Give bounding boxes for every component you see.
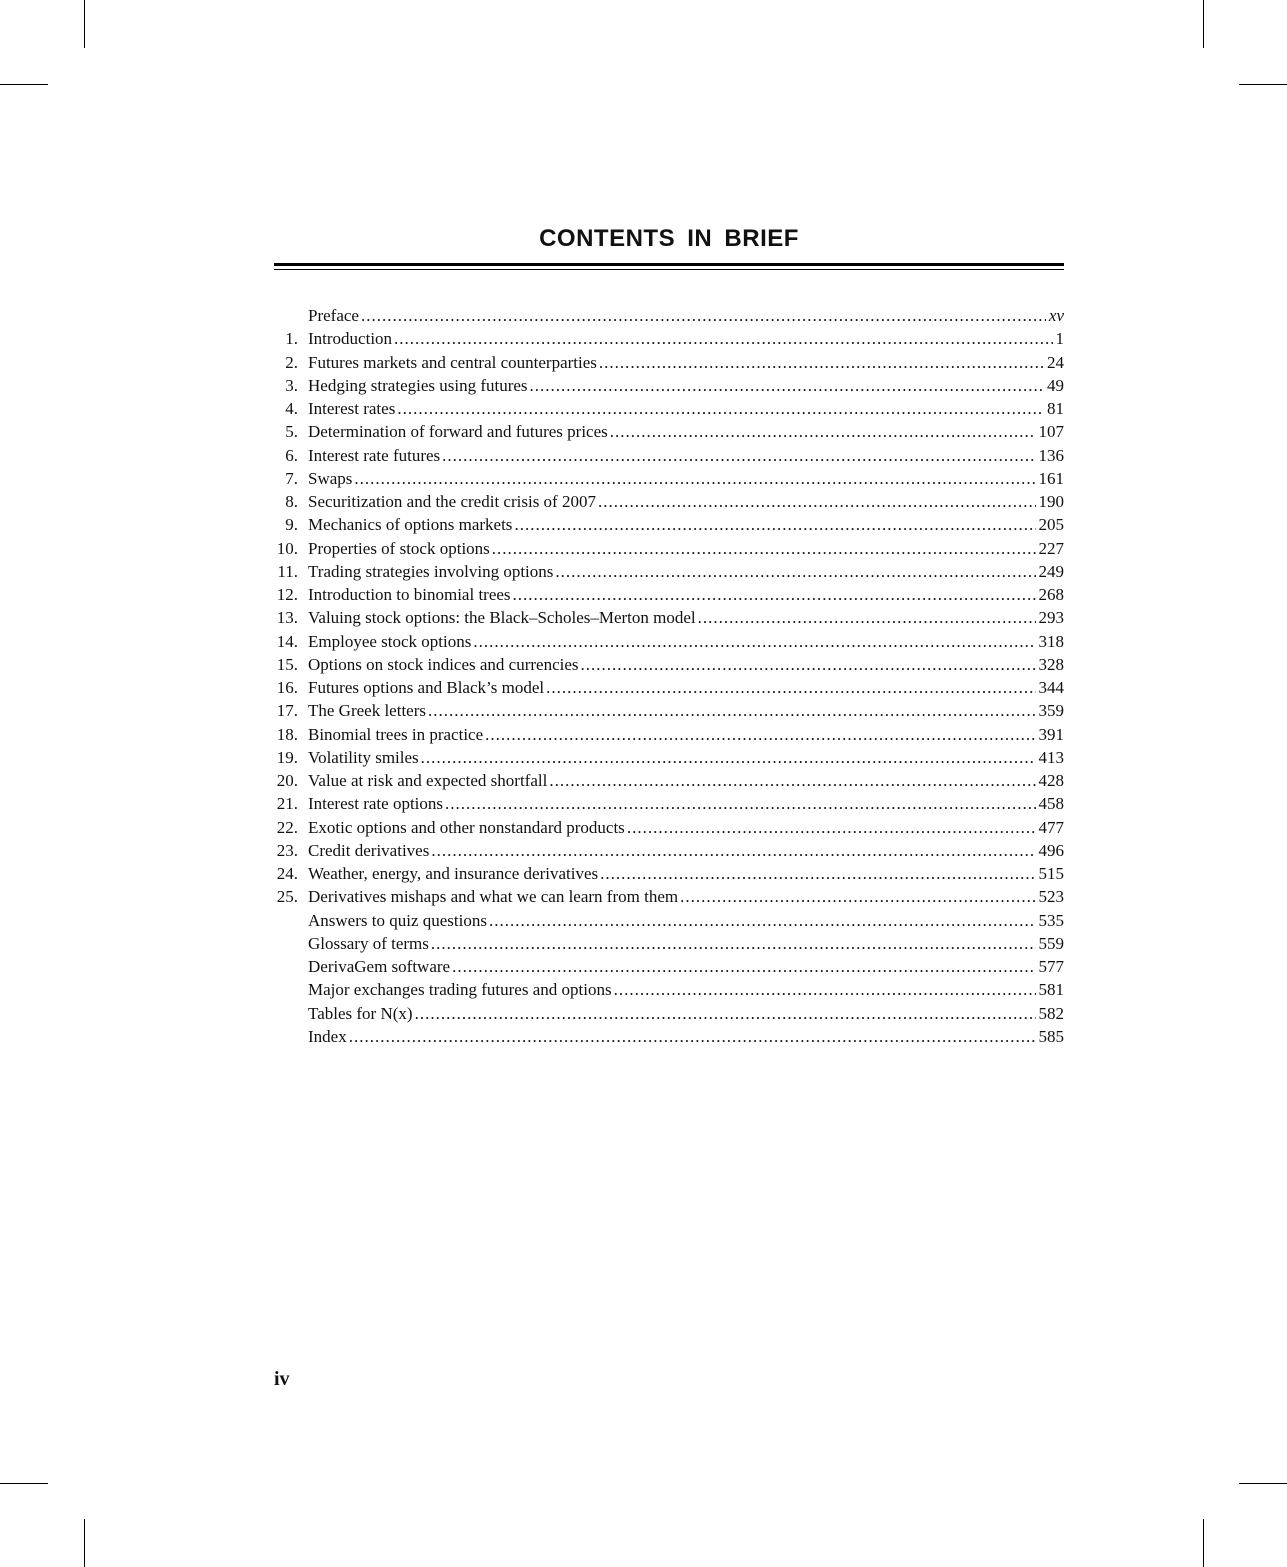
- toc-entry: [274, 1002, 1064, 1025]
- toc-entry: [274, 304, 1064, 327]
- toc-dot-leader: [530, 374, 1044, 397]
- crop-mark-bottom-right: [1203, 1519, 1204, 1567]
- toc-entry-title: DerivaGem software: [308, 957, 451, 976]
- toc-entry-page: 477: [1038, 817, 1064, 837]
- toc-entry-page: 136: [1038, 445, 1064, 465]
- toc-entry: [274, 885, 1064, 908]
- toc-entry-title: Options on stock indices and currencies: [308, 654, 579, 674]
- crop-mark-bottom-left: [84, 1519, 85, 1567]
- toc-entry-page: 249: [1038, 561, 1064, 581]
- toc-entry-number: 10.: [276, 538, 298, 558]
- toc-entry-page: 413: [1038, 747, 1064, 767]
- toc-dot-leader: [513, 583, 1036, 606]
- toc-dot-leader: [397, 397, 1044, 420]
- toc-entry-number: 23.: [276, 840, 298, 860]
- toc-dot-leader: [514, 513, 1035, 536]
- toc-entry-number: 22.: [276, 817, 298, 837]
- toc-entry: [274, 397, 1064, 420]
- toc-entry-title: Trading strategies involving options: [308, 561, 554, 581]
- toc-entry-title: The Greek letters: [308, 701, 426, 721]
- toc-entry-title: Major exchanges trading futures and options: [308, 980, 612, 1000]
- toc-entry-number: 11.: [277, 561, 298, 581]
- toc-entry-number: 14.: [276, 631, 298, 651]
- crop-mark-bottom-right-h: [1239, 1483, 1287, 1484]
- toc-entry: [274, 723, 1064, 746]
- toc-dot-leader: [581, 653, 1036, 676]
- toc-entry-title: Derivatives mishaps and what we can learn from them: [308, 887, 679, 907]
- toc-entry-number: 3.: [285, 375, 298, 395]
- toc-entry-title: Securitization and the credit crisis of 2007: [308, 492, 596, 511]
- toc-dot-leader: [415, 1002, 1036, 1025]
- toc-entry-number: 12.: [276, 585, 298, 604]
- crop-mark-bottom-left-h: [0, 1483, 48, 1484]
- toc-dot-leader: [428, 699, 1036, 722]
- toc-entry-title: Interest rate options: [308, 794, 444, 814]
- toc-entry: [274, 769, 1064, 792]
- title-rule-thin: [274, 269, 1064, 270]
- toc-entry-number: 7.: [285, 468, 298, 488]
- toc-entry-number: 5.: [285, 422, 298, 442]
- toc-dot-leader: [361, 304, 1046, 327]
- toc-entry-page: 535: [1038, 910, 1064, 930]
- toc-dot-leader: [421, 746, 1036, 769]
- crop-mark-top-left: [84, 0, 85, 48]
- toc-entry-number: 15.: [276, 654, 298, 674]
- toc-entry-number: 16.: [276, 678, 298, 697]
- toc-entry-title: Volatility smiles: [308, 747, 419, 767]
- toc-entry-page: 328: [1038, 654, 1064, 674]
- toc-dot-leader: [614, 978, 1036, 1001]
- toc-entry-title: Introduction: [308, 329, 393, 349]
- toc-entry-page: 523: [1038, 887, 1064, 907]
- toc-entry-title: Valuing stock options: the Black–Scholes–Merton model: [308, 608, 696, 628]
- toc-entry: [274, 420, 1064, 443]
- toc-entry-title: Determination of forward and futures prices: [308, 422, 608, 442]
- toc-entry-number: 17.: [276, 701, 298, 721]
- crop-mark-top-right: [1203, 0, 1204, 48]
- toc-entry-number: 9.: [285, 515, 298, 535]
- table-of-contents: [274, 304, 1064, 1048]
- toc-entry-title: Futures markets and central counterparties: [308, 352, 597, 372]
- toc-entry-number: 18.: [276, 724, 298, 744]
- toc-entry-title: Interest rate futures: [308, 445, 441, 465]
- toc-entry-page: 81: [1047, 399, 1064, 418]
- toc-dot-leader: [549, 769, 1035, 792]
- title-rule-thick: [274, 263, 1064, 266]
- toc-entry-page: 107: [1038, 422, 1064, 442]
- toc-entry-title: Mechanics of options markets: [308, 515, 513, 535]
- toc-entry-title: Exotic options and other nonstandard products: [308, 817, 625, 837]
- toc-entry-number: 24.: [276, 864, 298, 883]
- toc-entry-title: Index: [308, 1026, 347, 1046]
- toc-entry-number: 2.: [285, 352, 298, 372]
- toc-entry: [274, 816, 1064, 839]
- toc-dot-leader: [610, 420, 1036, 443]
- toc-entry-title: Employee stock options: [308, 631, 472, 651]
- toc-entry-page: 268: [1038, 585, 1064, 604]
- crop-mark-top-right-h: [1239, 84, 1287, 85]
- toc-entry: [274, 676, 1064, 699]
- toc-dot-leader: [600, 862, 1035, 885]
- toc-entry: [274, 653, 1064, 676]
- toc-entry-page: 344: [1038, 678, 1064, 697]
- toc-entry-page: xv: [1048, 306, 1064, 325]
- toc-entry: [274, 746, 1064, 769]
- toc-entry-number: 8.: [285, 492, 298, 511]
- toc-entry: [274, 490, 1064, 513]
- toc-entry: [274, 862, 1064, 885]
- toc-entry-page: 205: [1038, 515, 1064, 535]
- toc-dot-leader: [546, 676, 1035, 699]
- toc-entry-page: 585: [1038, 1026, 1064, 1046]
- toc-entry-page: 190: [1038, 492, 1064, 511]
- toc-entry-page: 515: [1038, 864, 1064, 883]
- toc-entry-title: Value at risk and expected shortfall: [308, 771, 548, 790]
- toc-entry-title: Interest rates: [308, 399, 396, 418]
- toc-entry-page: 359: [1038, 701, 1064, 721]
- toc-dot-leader: [431, 932, 1036, 955]
- toc-dot-leader: [627, 816, 1036, 839]
- toc-entry-page: 559: [1038, 933, 1064, 953]
- toc-entry: [274, 792, 1064, 815]
- toc-entry-number: 20.: [276, 771, 298, 790]
- crop-mark-top-left-h: [0, 84, 48, 85]
- toc-entry-title: Swaps: [308, 468, 353, 488]
- toc-entry-page: 318: [1038, 631, 1064, 651]
- toc-entry-page: 496: [1038, 840, 1064, 860]
- toc-entry: [274, 537, 1064, 560]
- toc-dot-leader: [599, 351, 1044, 374]
- toc-dot-leader: [598, 490, 1036, 513]
- toc-entry-page: 24: [1047, 352, 1064, 372]
- toc-entry: [274, 327, 1064, 350]
- toc-entry-page: 428: [1038, 771, 1064, 790]
- toc-entry: [274, 606, 1064, 629]
- toc-dot-leader: [680, 885, 1035, 908]
- toc-dot-leader: [555, 560, 1035, 583]
- toc-entry-number: 6.: [285, 445, 298, 465]
- toc-entry-title: Glossary of terms: [308, 933, 429, 953]
- toc-entry: [274, 630, 1064, 653]
- toc-entry-page: 582: [1038, 1003, 1064, 1023]
- toc-entry: [274, 839, 1064, 862]
- toc-dot-leader: [442, 444, 1035, 467]
- toc-entry-number: 21.: [276, 794, 298, 814]
- toc-entry-title: Preface: [308, 306, 359, 325]
- toc-dot-leader: [354, 467, 1035, 490]
- toc-entry: [274, 374, 1064, 397]
- toc-entry: [274, 560, 1064, 583]
- toc-entry-page: 577: [1038, 957, 1064, 976]
- toc-entry-title: Credit derivatives: [308, 840, 430, 860]
- toc-entry: [274, 1025, 1064, 1048]
- toc-entry: [274, 955, 1064, 978]
- toc-entry-page: 293: [1038, 608, 1064, 628]
- toc-dot-leader: [485, 723, 1035, 746]
- page-title: CONTENTS IN BRIEF: [539, 225, 799, 252]
- toc-entry: [274, 351, 1064, 374]
- toc-dot-leader: [349, 1025, 1036, 1048]
- toc-entry: [274, 932, 1064, 955]
- toc-entry-title: Answers to quiz questions: [308, 910, 487, 930]
- toc-dot-leader: [431, 839, 1035, 862]
- toc-dot-leader: [473, 630, 1035, 653]
- toc-entry-page: 391: [1038, 724, 1064, 744]
- toc-entry: [274, 467, 1064, 490]
- toc-entry-title: Introduction to binomial trees: [308, 585, 511, 604]
- toc-entry: [274, 583, 1064, 606]
- toc-entry: [274, 978, 1064, 1001]
- toc-entry-title: Properties of stock options: [308, 538, 490, 558]
- toc-entry-page: 49: [1047, 375, 1064, 395]
- toc-entry-page: 1: [1055, 329, 1064, 349]
- toc-entry: [274, 909, 1064, 932]
- toc-entry-title: Hedging strategies using futures: [308, 375, 528, 395]
- toc-entry-page: 581: [1038, 980, 1064, 1000]
- toc-dot-leader: [489, 909, 1036, 932]
- toc-entry-page: 161: [1038, 468, 1064, 488]
- toc-entry-title: Binomial trees in practice: [308, 724, 484, 744]
- toc-entry-number: 1.: [285, 329, 298, 349]
- toc-entry: [274, 699, 1064, 722]
- toc-entry: [274, 513, 1064, 536]
- toc-entry-title: Weather, energy, and insurance derivatives: [308, 864, 599, 883]
- toc-dot-leader: [394, 327, 1052, 350]
- toc-entry-number: 4.: [285, 399, 298, 418]
- page-number: iv: [274, 1368, 290, 1390]
- toc-entry-title: Futures options and Black’s model: [308, 678, 545, 697]
- toc-entry-title: Tables for N(x): [308, 1003, 413, 1023]
- toc-dot-leader: [492, 537, 1036, 560]
- toc-entry-page: 458: [1038, 794, 1064, 814]
- toc-dot-leader: [445, 792, 1035, 815]
- toc-entry-number: 19.: [276, 747, 298, 767]
- toc-entry-number: 25.: [276, 887, 298, 907]
- toc-entry: [274, 444, 1064, 467]
- toc-entry-page: 227: [1038, 538, 1064, 558]
- toc-dot-leader: [452, 955, 1035, 978]
- toc-entry-number: 13.: [276, 608, 298, 628]
- toc-dot-leader: [698, 606, 1036, 629]
